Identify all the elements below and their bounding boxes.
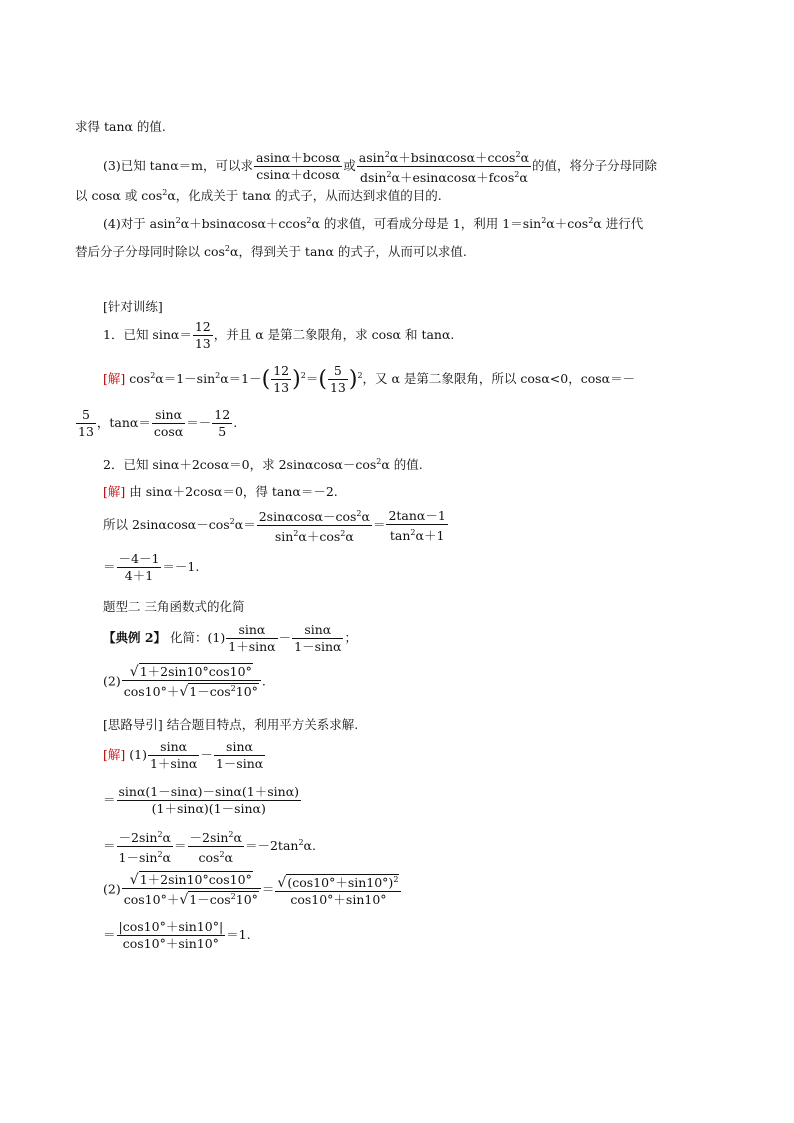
text-run: 由 sinα＋2cosα＝0，得 tanα＝－2. — [125, 484, 338, 499]
text-run: ) — [348, 367, 358, 392]
text-run: asinα＋bcosα — [256, 150, 341, 165]
text-run: α — [520, 150, 530, 165]
fraction-numerator — [193, 320, 213, 336]
fraction-denominator — [122, 889, 261, 907]
text-run: 1－sin — [118, 850, 158, 865]
superscript: 2 — [384, 150, 390, 159]
fraction — [257, 507, 372, 544]
text-run: tan — [389, 527, 411, 543]
text-run: ＝ — [103, 927, 116, 942]
superscript: 2 — [515, 150, 521, 159]
text-run: (1) — [125, 747, 147, 762]
line-p4 — [75, 242, 467, 260]
text-run: α. — [303, 838, 316, 853]
fraction-denominator — [254, 167, 342, 182]
text-run: ＝ — [261, 881, 275, 897]
text-run: 12 — [214, 407, 231, 422]
radicand — [139, 663, 253, 679]
text-run: ； — [344, 630, 357, 645]
line-p20 — [103, 873, 402, 907]
fraction — [117, 785, 302, 816]
text-run: α — [162, 830, 171, 845]
fraction — [212, 408, 232, 439]
superscript: 2 — [386, 170, 392, 179]
superscript: 2 — [306, 216, 312, 225]
text-run: α — [361, 509, 370, 524]
text-run: . — [261, 673, 266, 689]
fraction-denominator — [148, 756, 199, 771]
fraction-denominator — [292, 639, 343, 654]
text-run: (2) — [103, 881, 121, 897]
text-run: cos10°＋sin10° — [122, 936, 219, 951]
line-p16 — [103, 715, 358, 733]
superscript: 2 — [162, 188, 168, 197]
fraction-numerator — [214, 740, 265, 756]
fraction-numerator — [117, 920, 226, 936]
superscript: 2 — [376, 457, 382, 466]
line-p0 — [75, 117, 166, 135]
text-run: ＝ — [103, 559, 116, 574]
fraction-denominator — [357, 167, 531, 185]
line-p2 — [75, 186, 442, 204]
radical-sign: √ — [277, 875, 287, 891]
text-run: 1＋2sin10°cos10° — [139, 664, 252, 679]
radicand — [286, 874, 399, 890]
section-heading-type2 — [103, 597, 244, 615]
text-run: ，并且 α 是第二象限角，求 cosα 和 tanα. — [213, 327, 455, 342]
text-run: α＝1－sin — [155, 371, 216, 386]
radical-sign: √ — [179, 892, 189, 908]
fraction-numerator — [328, 364, 348, 380]
text-run: α＋1 — [415, 527, 445, 543]
text-run: 2tanα－1 — [388, 507, 446, 523]
text-run: [解] — [103, 747, 126, 762]
text-run: α 的求值，可看成分母是 1，利用 1＝sin — [311, 216, 542, 231]
text-run: [针对训练] — [103, 299, 163, 314]
fraction-numerator — [275, 873, 401, 892]
text-run: 的值，将分子分母同除 — [532, 158, 658, 173]
fraction — [226, 623, 277, 654]
line-p1 — [103, 148, 657, 185]
fraction-numerator — [386, 509, 447, 525]
superscript: 2 — [219, 850, 225, 859]
square-root — [179, 890, 259, 907]
superscript: 2 — [514, 170, 520, 179]
text-run: ( — [261, 367, 271, 392]
line-p6 — [103, 320, 454, 351]
radical-sign: √ — [179, 684, 189, 700]
text-run: cos — [198, 850, 220, 865]
fraction — [117, 828, 173, 865]
superscript: 2 — [541, 216, 547, 225]
text-run: 1．已知 sinα＝ — [103, 327, 192, 342]
fraction-numerator — [292, 623, 343, 639]
line-p12 — [103, 552, 199, 583]
square-root — [277, 873, 399, 890]
fraction-denominator — [193, 336, 213, 351]
text-run: 1－sinα — [294, 639, 342, 654]
text-run: α＋cos — [298, 529, 341, 544]
fraction-numerator — [257, 507, 372, 526]
superscript: 2 — [410, 527, 416, 537]
line-p19 — [103, 828, 316, 865]
radical-sign: √ — [129, 664, 139, 680]
text-run: ＝－1. — [162, 559, 200, 574]
fraction-denominator — [117, 936, 226, 951]
fraction-denominator — [188, 847, 244, 865]
fraction-denominator — [214, 756, 265, 771]
fraction-denominator — [76, 424, 96, 439]
text-run: α，得到关于 tanα 的式子，从而可以求值. — [230, 244, 467, 259]
text-run: ，tanα＝ — [96, 415, 151, 430]
fraction — [117, 552, 162, 583]
superscript: 2 — [298, 838, 304, 847]
text-run: α＋esinαcosα＋fcos — [391, 170, 515, 185]
text-run: cos10°＋sin10° — [290, 892, 387, 907]
text-run: sinα(1－sinα)－sinα(1＋sinα) — [118, 784, 300, 799]
text-run: － — [200, 747, 213, 762]
superscript: 2 — [393, 875, 399, 884]
superscript: 2 — [356, 509, 362, 518]
fraction-numerator — [226, 623, 277, 639]
line-p7 — [103, 364, 635, 395]
superscript: 2 — [230, 892, 236, 901]
fraction-numerator — [122, 665, 261, 681]
text-run: α 的值. — [381, 457, 423, 472]
text-run: 2sinαcosα－cos — [258, 509, 357, 524]
fraction-denominator — [122, 681, 261, 699]
radicand — [188, 891, 259, 907]
line-p10 — [103, 482, 338, 500]
fraction-denominator — [117, 847, 173, 865]
fraction — [292, 623, 343, 654]
text-run: 13 — [78, 424, 94, 439]
text-run: asin — [358, 150, 385, 165]
superscript: 2 — [175, 216, 181, 225]
text-run: 13 — [329, 380, 346, 395]
square-root — [130, 665, 253, 679]
line-p9 — [103, 455, 423, 473]
line-p14 — [103, 623, 357, 654]
superscript: 2 — [300, 371, 306, 380]
fraction — [328, 364, 348, 395]
text-run: 1＋sinα — [228, 639, 276, 654]
text-run: 【典例 2】 — [103, 630, 167, 645]
text-run: 5 — [218, 424, 227, 439]
fraction — [254, 151, 342, 182]
text-run: ，又 α 是第二象限角，所以 cosα<0，cosα＝－ — [362, 371, 636, 386]
text-run: cos10°＋ — [123, 684, 180, 699]
text-run: sinα — [304, 622, 332, 637]
text-run: sinα — [238, 622, 266, 637]
text-run: sinα — [155, 407, 183, 422]
superscript: 2 — [230, 684, 236, 693]
radicand — [188, 683, 259, 699]
fraction-numerator — [254, 151, 342, 167]
text-run: 求得 tanα 的值. — [75, 119, 166, 134]
text-run: (4)对于 asin — [103, 216, 176, 231]
line-p11 — [103, 507, 449, 544]
fraction — [76, 408, 96, 439]
fraction — [117, 920, 226, 951]
superscript: 2 — [229, 517, 235, 526]
text-run: 12 — [194, 319, 211, 334]
section-heading-training — [103, 297, 163, 315]
fraction-numerator — [188, 828, 244, 847]
text-run: (2) — [103, 673, 121, 689]
text-run: ＝ — [103, 838, 116, 853]
fraction — [193, 320, 213, 351]
fraction-denominator — [117, 801, 302, 816]
superscript: 2 — [340, 529, 346, 538]
text-run: －2sin — [118, 830, 158, 845]
text-run: α — [162, 850, 171, 865]
text-run: 1－cos — [189, 892, 231, 907]
text-run: ＝ — [103, 792, 116, 807]
text-run: 12 — [273, 363, 290, 378]
superscript: 2 — [150, 371, 156, 380]
fraction-denominator — [257, 526, 372, 544]
line-p8 — [75, 408, 237, 439]
text-run: 1－sinα — [215, 756, 264, 771]
text-run: 5 — [81, 407, 90, 422]
text-run: 4＋1 — [124, 568, 154, 583]
line-p18 — [103, 785, 302, 816]
text-run: ＝ — [372, 517, 386, 532]
text-run: α＝1－ — [220, 371, 262, 386]
text-run: cos — [125, 371, 151, 386]
superscript: 2 — [215, 371, 221, 380]
text-run: 1－cos — [189, 684, 231, 699]
text-run: sinα — [160, 739, 188, 754]
text-run: sin — [274, 529, 294, 544]
text-run: 10° — [235, 684, 258, 699]
text-run: ＝－2tan — [244, 838, 299, 853]
line-p17 — [103, 740, 266, 771]
text-run: α — [224, 850, 233, 865]
text-run: 2．已知 sinα＋2cosα＝0，求 2sinαcosα－cos — [103, 457, 377, 472]
superscript: 2 — [157, 850, 163, 859]
text-run: ＝－ — [186, 415, 212, 430]
text-run: 以 cosα 或 cos — [75, 188, 163, 203]
fraction-denominator — [226, 639, 277, 654]
fraction-numerator — [76, 408, 96, 424]
fraction-denominator — [328, 380, 348, 395]
text-run: －2sin — [189, 830, 229, 845]
text-run: 或 — [343, 158, 356, 173]
fraction-numerator — [271, 364, 291, 380]
text-run: csinα＋dcosα — [256, 167, 341, 182]
text-run: 1＋sinα — [149, 756, 198, 771]
text-run: 题型二 三角函数式的化简 — [103, 599, 245, 614]
text-run: ＝ — [305, 371, 319, 386]
radicand — [139, 871, 253, 887]
fraction — [271, 364, 291, 395]
text-run: α＋bsinαcosα＋ccos — [180, 216, 307, 231]
line-p3 — [103, 214, 643, 232]
superscript: 2 — [293, 529, 299, 538]
superscript: 2 — [228, 830, 234, 839]
superscript: 2 — [224, 244, 231, 253]
fraction-numerator — [117, 828, 173, 847]
text-run: ＝1. — [226, 927, 251, 942]
text-run: 所以 2sinαcosα－cos — [103, 517, 230, 532]
text-run: cos10°＋ — [123, 892, 180, 907]
line-p21 — [103, 920, 251, 951]
text-run: (1＋sinα)(1－sinα) — [151, 801, 266, 816]
text-run: α＋bsinαcosα＋ccos — [389, 150, 516, 165]
fraction-denominator — [152, 424, 185, 439]
text-run: (3)已知 tanα＝m，可以求 — [103, 158, 254, 173]
fraction-numerator — [152, 408, 185, 424]
text-run: －4－1 — [118, 551, 160, 566]
fraction — [122, 665, 261, 699]
text-run: 13 — [194, 336, 211, 351]
fraction-denominator — [117, 568, 162, 583]
text-run: － — [278, 630, 292, 645]
fraction-denominator — [212, 424, 232, 439]
text-run: 13 — [273, 380, 290, 395]
text-run: 1＋2sin10°cos10° — [139, 872, 252, 887]
square-root — [130, 873, 253, 887]
text-run: [思路导引] 结合题目特点，利用平方关系求解. — [103, 717, 359, 732]
fraction — [122, 873, 261, 907]
text-run: . — [233, 415, 238, 430]
square-root — [179, 682, 259, 699]
fraction-numerator — [357, 148, 531, 167]
fraction — [386, 509, 447, 543]
text-run: |cos10°＋sin10°| — [118, 919, 224, 934]
fraction — [152, 408, 185, 439]
text-run: cosα — [153, 424, 184, 439]
text-run: ) — [292, 367, 301, 392]
fraction-denominator — [386, 525, 447, 543]
text-run: ( — [318, 367, 327, 392]
text-run: sinα — [226, 739, 253, 754]
text-run: (cos10°＋sin10°) — [287, 875, 394, 890]
line-p15 — [103, 665, 266, 699]
fraction-denominator — [275, 892, 401, 907]
text-run: [解] — [103, 371, 126, 386]
text-run: [解] — [103, 484, 126, 499]
text-run: α — [345, 529, 354, 544]
text-run: α 进行代 — [593, 216, 644, 231]
fraction — [188, 828, 244, 865]
superscript: 2 — [357, 371, 363, 380]
text-run: 10° — [235, 892, 258, 907]
fraction — [148, 740, 199, 771]
fraction — [275, 873, 401, 907]
fraction — [357, 148, 531, 185]
text-run: 替后分子分母同时除以 cos — [75, 244, 225, 259]
fraction-numerator — [117, 785, 302, 801]
text-run: α＋cos — [546, 216, 589, 231]
radical-sign: √ — [129, 872, 139, 888]
text-run: α，化成关于 tanα 的式子，从而达到求值的目的. — [167, 188, 442, 203]
text-run: α — [519, 170, 528, 185]
fraction-denominator — [271, 380, 291, 395]
text-run: 5 — [333, 363, 342, 378]
superscript: 2 — [157, 830, 163, 839]
fraction-numerator — [148, 740, 199, 756]
text-run: α — [233, 830, 242, 845]
text-run: 化简：(1) — [166, 630, 226, 645]
fraction-numerator — [117, 552, 162, 568]
fraction-numerator — [212, 408, 232, 424]
fraction-numerator — [122, 873, 261, 889]
fraction — [214, 740, 265, 771]
superscript: 2 — [588, 216, 594, 225]
text-run: ＝ — [173, 838, 187, 853]
text-run: dsin — [359, 170, 387, 185]
text-run: α＝ — [234, 517, 256, 532]
